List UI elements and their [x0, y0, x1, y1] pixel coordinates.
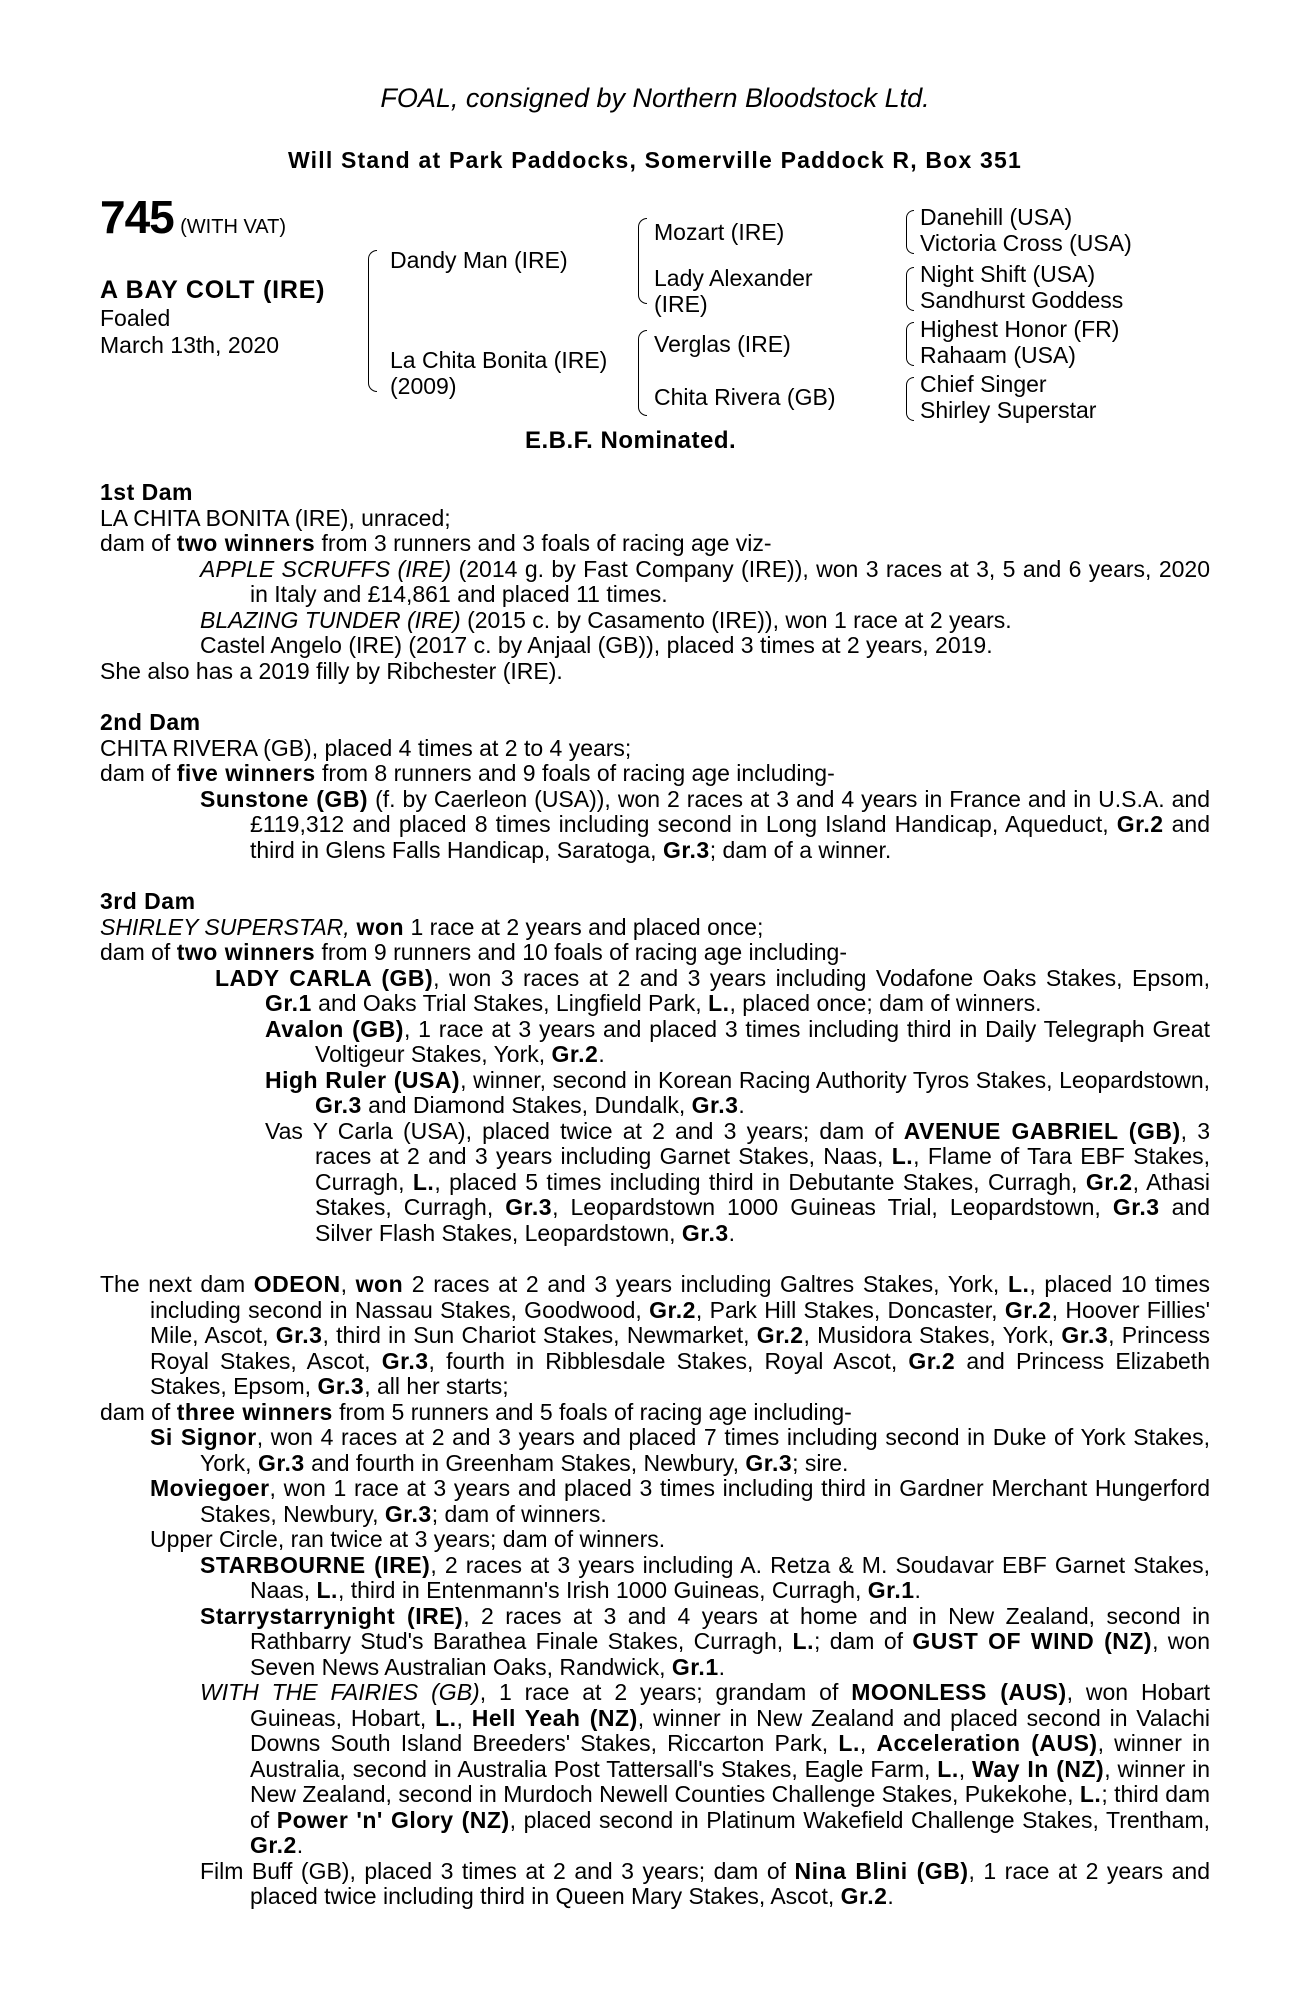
pedigree-sdd: Sandhurst Goddess: [920, 287, 1124, 313]
offspring-moviegoer: Moviegoer, won 1 race at 3 years and placed 3 times including third in Gardner Merchant Hungerford Stakes, Newbury, Gr.3; dam of winners.: [150, 1475, 1210, 1527]
lot-number: 745: [100, 191, 174, 243]
pedigree-ssd: Victoria Cross (USA): [920, 230, 1132, 256]
offspring-starbourne: STARBOURNE (IRE), 2 races at 3 years including A. Retza & M. Soudavar EBF Garnet Stakes, Naas, L., third in Entenmann's Irish 1000 Guineas, Curragh, Gr.1.: [200, 1551, 1211, 1603]
offspring-upper-circle: Upper Circle, ran twice at 3 years; dam of winners.: [150, 1526, 666, 1552]
pedigree-sss: Danehill (USA): [920, 204, 1073, 230]
lot-name: A BAY COLT (IRE): [100, 276, 326, 304]
foaled-label: Foaled: [100, 305, 171, 331]
offspring-vas-y-carla: Vas Y Carla (USA), placed twice at 2 and 3 years; dam of AVENUE GABRIEL (GB), 3 races at 2 and 3 years including Garnet Stakes, Naas, L., Flame of Tara EBF Stakes, Curragh, L., placed 5 times including third in Debutante Stakes, Curragh, Gr.2, Athasi Stakes, Curragh, Gr.3, Leopardstown 1000 Guineas Trial, Leopardstown, Gr.3 and Silver Flash Stakes, Leopardstown, Gr.3.: [265, 1117, 1211, 1246]
pedigree-dsd: Rahaam (USA): [920, 342, 1076, 368]
pedigree-sire-sire: Mozart (IRE): [654, 219, 785, 245]
pedigree-sire: Dandy Man (IRE): [390, 247, 568, 273]
pedigree-dam-year: (2009): [390, 373, 457, 399]
offspring-starrystarrynight: Starrystarrynight (IRE), 2 races at 3 and 4 years at home and in New Zealand, second in Rathbarry Stud's Barathea Finale Stakes, Curragh, L.; dam of GUST OF WIND (NZ), won Seven News Australian Oaks, Randwick, Gr.1.: [200, 1602, 1211, 1680]
first-dam-line: LA CHITA BONITA (IRE), unraced;: [100, 504, 451, 531]
foaled-date: March 13th, 2020: [100, 332, 280, 358]
pedigree-sire-dam: Lady Alexander: [654, 265, 813, 291]
pedigree-bracket-3a: [906, 210, 914, 254]
offspring-apple-scruffs: APPLE SCRUFFS (IRE) (2014 g. by Fast Company (IRE)), won 3 races at 3, 5 and 6 years, 2020 in Italy and £14,861 and placed 11 times.: [200, 555, 1210, 607]
first-dam-note: She also has a 2019 filly by Ribchester (IRE).: [100, 657, 563, 684]
offspring-film-buff: Film Buff (GB), placed 3 times at 2 and 3 years; dam of Nina Blini (GB), 1 race at 2 years and placed twice including third in Queen Mary Stakes, Ascot, Gr.2.: [200, 1857, 1210, 1909]
pedigree-dss: Highest Honor (FR): [920, 316, 1120, 342]
offspring-castel-angelo: Castel Angelo (IRE) (2017 c. by Anjaal (GB)), placed 3 times at 2 years, 2019.: [200, 632, 993, 658]
offspring-lady-carla: LADY CARLA (GB), won 3 races at 2 and 3 years including Vodafone Oaks Stakes, Epsom, Gr.1 and Oaks Trial Stakes, Lingfield Park, L., placed once; dam of winners.: [215, 964, 1210, 1016]
offspring-si-signor: Si Signor, won 4 races at 2 and 3 years and placed 7 times including second in Duke of York Stakes, York, Gr.3 and fourth in Greenham Stakes, Newbury, Gr.3; sire.: [150, 1424, 1210, 1476]
consignor-line: FOAL, consigned by Northern Bloodstock Ltd.: [380, 83, 930, 113]
pedigree-dam-sire: Verglas (IRE): [654, 331, 791, 357]
vat-note: (WITH VAT): [180, 216, 287, 238]
next-dam-odeon: The next dam ODEON, won 2 races at 2 and 3 years including Galtres Stakes, York, L., placed 10 times including second in Nassau Stakes, Goodwood, Gr.2, Park Hill Stakes, Doncaster, Gr.2, Hoover Fillies' Mile, Ascot, Gr.3, third in Sun Chariot Stakes, Newmarket, Gr.2, Musidora Stakes, York, Gr.3, Princess Royal Stakes, Ascot, Gr.3, fourth in Ribblesdale Stakes, Royal Ascot, Gr.2 and Princess Elizabeth Stakes, Epsom, Gr.3, all her starts;: [100, 1271, 1211, 1399]
offspring-high-ruler: High Ruler (USA), winner, second in Korean Racing Authority Tyros Stakes, Leopardstown, Gr.3 and Diamond Stakes, Dundalk, Gr.3.: [265, 1066, 1210, 1118]
pedigree-dam-dam: Chita Rivera (GB): [654, 384, 836, 410]
pedigree-bracket-3b: [906, 267, 914, 311]
offspring-with-the-fairies: WITH THE FAIRIES (GB), 1 race at 2 years; grandam of MOONLESS (AUS), won Hobart Guineas, Hobart, L., Hell Yeah (NZ), winner in New Zealand and placed second in Valachi Downs South Island Breeders' Stakes, Riccarton Park, L., Acceleration (AUS), winner in Australia, second in Australia Post Tattersall's Stakes, Eagle Farm, L., Way In (NZ), winner in New Zealand, second in Murdoch Newell Counties Challenge Stakes, Pukekohe, L.; third dam of Power 'n' Glory (NZ), placed second in Platinum Wakefield Challenge Stakes, Trentham, Gr.2.: [200, 1679, 1211, 1858]
first-dam-produce: dam of two winners from 3 runners and 3 foals of racing age viz-: [100, 530, 772, 556]
pedigree-bracket-3d: [906, 377, 914, 421]
pedigree-bracket-1: [368, 250, 377, 392]
second-dam-line: CHITA RIVERA (GB), placed 4 times at 2 to 4 years;: [100, 734, 632, 761]
offspring-avalon: Avalon (GB), 1 race at 3 years and placed 3 times including third in Daily Telegraph Great Voltigeur Stakes, York, Gr.2.: [265, 1015, 1210, 1067]
second-dam-heading: 2nd Dam: [100, 709, 201, 735]
third-dam-line: SHIRLEY SUPERSTAR, won 1 race at 2 years and placed once;: [100, 913, 764, 940]
first-dam-heading: 1st Dam: [100, 479, 193, 505]
pedigree-ddd: Shirley Superstar: [920, 397, 1097, 423]
pedigree-sire-dam-2: (IRE): [654, 291, 708, 317]
offspring-blazing-tunder: BLAZING TUNDER (IRE) (2015 c. by Casamento (IRE)), won 1 race at 2 years.: [200, 606, 1012, 633]
offspring-sunstone: Sunstone (GB) (f. by Caerleon (USA)), won 2 races at 3 and 4 years in France and in U.S.A. and £119,312 and placed 8 times including second in Long Island Handicap, Aqueduct, Gr.2 and third in Glens Falls Handicap, Saratoga, Gr.3; dam of a winner.: [200, 785, 1211, 863]
pedigree-sds: Night Shift (USA): [920, 261, 1096, 287]
ebf-nominated: E.B.F. Nominated.: [525, 427, 737, 454]
pedigree-bracket-3c: [906, 322, 914, 366]
third-dam-heading: 3rd Dam: [100, 888, 196, 914]
pedigree-dam: La Chita Bonita (IRE): [390, 347, 608, 373]
dam-details: [100, 480, 1210, 1910]
lot-header: [100, 191, 287, 243]
pedigree-bracket-2a: [638, 218, 647, 304]
pedigree-dds: Chief Singer: [920, 371, 1047, 397]
third-dam-produce: dam of two winners from 9 runners and 10 foals of racing age including-: [100, 939, 847, 965]
stand-location: Will Stand at Park Paddocks, Somerville Paddock R, Box 351: [287, 147, 1023, 173]
next-dam-produce: dam of three winners from 5 runners and 5 foals of racing age including-: [100, 1398, 852, 1425]
pedigree-bracket-2b: [638, 330, 647, 416]
second-dam-produce: dam of five winners from 8 runners and 9 foals of racing age including-: [100, 760, 835, 786]
